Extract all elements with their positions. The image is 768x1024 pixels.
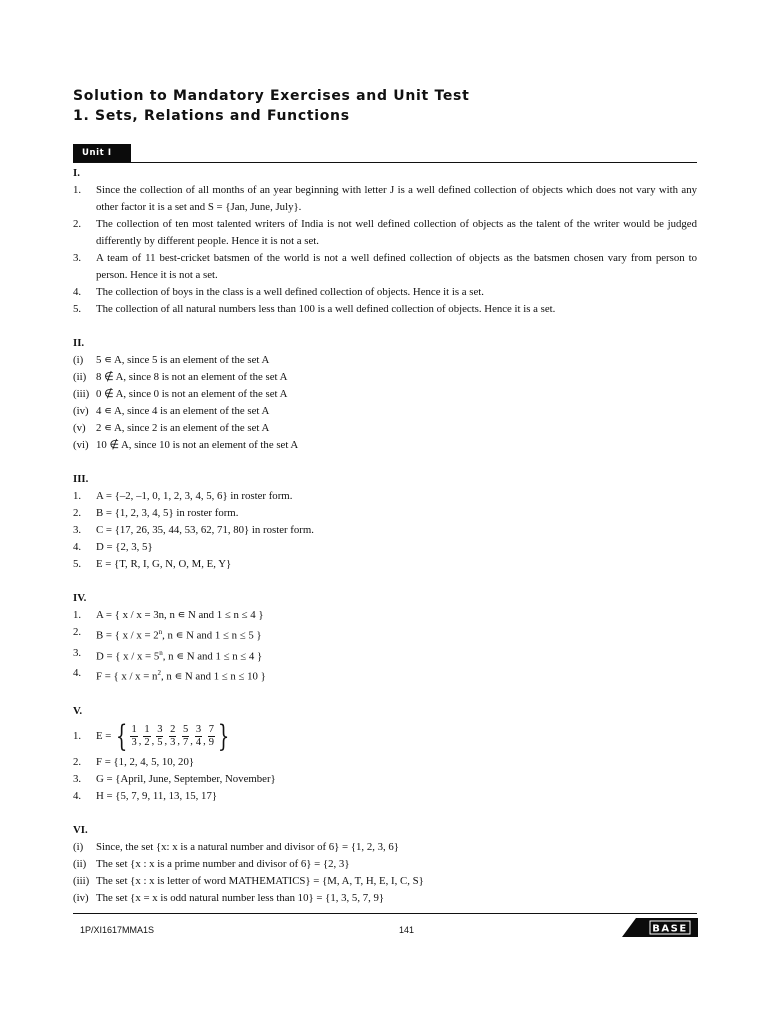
item-text: A team of 11 best-cricket batsmen of the world is not a well defined collection of objects as the batsmen chosen vary from person to person. Hence it is not a set. bbox=[96, 252, 697, 281]
item-text: The set {x = x is odd natural number less than 10} = {1, 3, 5, 7, 9} bbox=[96, 891, 385, 904]
item-number: 5. bbox=[73, 303, 82, 315]
item-number: 5. bbox=[73, 558, 82, 570]
list-item bbox=[73, 771, 697, 788]
list-item bbox=[73, 182, 697, 216]
open-brace: { bbox=[116, 718, 128, 754]
list-item bbox=[73, 488, 697, 505]
set-builder-end: , n ∊ N and 1 ≤ n ≤ 5 } bbox=[162, 629, 262, 642]
fraction bbox=[156, 724, 163, 749]
set-builder-end: , n ∊ N and 1 ≤ n ≤ 10 } bbox=[160, 670, 266, 683]
section-heading: IV. bbox=[73, 592, 87, 604]
item-text: The collection of all natural numbers less than 100 is a well defined collection of objects. Hence it is a set. bbox=[96, 303, 556, 315]
list-item bbox=[73, 856, 697, 873]
numerator: 3 bbox=[157, 724, 163, 736]
fraction bbox=[130, 724, 137, 749]
list-item bbox=[73, 216, 697, 250]
exponent: n bbox=[159, 648, 163, 657]
list-item bbox=[73, 403, 697, 420]
chapter-title: 1. Sets, Relations and Functions bbox=[73, 108, 350, 124]
item-number: 2. bbox=[73, 626, 82, 638]
item-text: 10 ∉ A, since 10 is not an element of the set A bbox=[96, 439, 299, 451]
item-text: E = {T, R, I, G, N, O, M, E, Y} bbox=[96, 558, 232, 570]
item-number: (i) bbox=[73, 354, 84, 366]
set-name: E = bbox=[96, 730, 112, 743]
section-heading: III. bbox=[73, 473, 89, 485]
unit-tab: Unit I bbox=[73, 144, 131, 162]
document-code: 1P/XI1617MMA1S bbox=[80, 925, 155, 935]
denominator: 9 bbox=[208, 737, 214, 749]
item-text: The set {x : x is letter of word MATHEMATICS} = {M, A, T, H, E, I, C, S} bbox=[96, 874, 424, 887]
list-item bbox=[73, 369, 697, 386]
section-heading: I. bbox=[73, 167, 80, 179]
set-builder-start: B = { x / x = 2 bbox=[96, 629, 159, 642]
item-text: C = {17, 26, 35, 44, 53, 62, 71, 80} in roster form. bbox=[96, 524, 314, 536]
list-item bbox=[73, 284, 697, 301]
list-item bbox=[73, 505, 697, 522]
document-body bbox=[73, 165, 697, 907]
item-number: 4. bbox=[73, 286, 82, 298]
item-text: G = {April, June, September, November} bbox=[96, 772, 276, 785]
denominator: 3 bbox=[170, 737, 176, 749]
item-text: 5 ∊ A, since 5 is an element of the set A bbox=[96, 354, 270, 366]
numerator: 5 bbox=[182, 724, 189, 736]
item-text bbox=[96, 645, 697, 666]
item-number: 4. bbox=[73, 667, 82, 680]
base-logo bbox=[622, 918, 698, 937]
item-text: 4 ∊ A, since 4 is an element of the set A bbox=[96, 405, 270, 417]
item-text bbox=[96, 665, 697, 686]
numerator: 1 bbox=[144, 724, 150, 736]
item-number: (ii) bbox=[73, 857, 87, 870]
item-text bbox=[96, 624, 697, 645]
item-number: 4. bbox=[73, 541, 82, 553]
section-heading: V. bbox=[73, 704, 83, 717]
list-item bbox=[73, 301, 697, 318]
item-number: 4. bbox=[73, 789, 82, 802]
document-title: Solution to Mandatory Exercises and Unit Test bbox=[73, 88, 470, 104]
list-item bbox=[73, 645, 697, 666]
fraction bbox=[143, 724, 150, 749]
page-number: 141 bbox=[399, 925, 415, 935]
item-number: 1. bbox=[73, 490, 82, 502]
item-number: (iv) bbox=[73, 891, 89, 904]
fraction bbox=[182, 724, 189, 749]
item-number: 1. bbox=[73, 609, 82, 621]
list-item bbox=[73, 556, 697, 573]
list-item bbox=[73, 539, 697, 556]
item-text: A = { x / x = 3n, n ∊ N and 1 ≤ n ≤ 4 } bbox=[96, 609, 264, 621]
set-builder-end: , n ∊ N and 1 ≤ n ≤ 4 } bbox=[162, 650, 263, 663]
item-number: (i) bbox=[73, 840, 84, 853]
list-item bbox=[73, 420, 697, 437]
section-heading: II. bbox=[73, 337, 85, 349]
item-text: 2 ∊ A, since 2 is an element of the set A bbox=[96, 422, 270, 434]
item-number: 1. bbox=[73, 184, 82, 196]
list-item bbox=[73, 386, 697, 403]
denominator: 3 bbox=[131, 737, 137, 749]
item-text: The collection of ten most talented writers of India is not well defined collection of objects as the talent of the writer would be judged differently by different people. Hence it is not a set. bbox=[96, 218, 697, 247]
item-text: F = {1, 2, 4, 5, 10, 20} bbox=[96, 755, 195, 768]
item-number: (v) bbox=[73, 422, 86, 434]
list-item bbox=[73, 890, 697, 907]
item-text: D = {2, 3, 5} bbox=[96, 541, 153, 553]
list-item bbox=[73, 873, 697, 890]
list-item bbox=[73, 437, 697, 454]
list-item bbox=[73, 352, 697, 369]
numerator: 2 bbox=[170, 724, 176, 736]
fraction-set-item: 1. E = { $\frac{1}{3}$ , $\frac{1}{2}$ , $\frac{3}{5}$ , $\frac{2}{3}$ , $\frac{5}{7}$ , $\frac{3}{4}$ , $\frac{7}{9}$ } bbox=[73, 718, 230, 754]
denominator: 4 bbox=[195, 737, 202, 749]
item-text: A = {–2, –1, 0, 1, 2, 3, 4, 5, 6} in roster form. bbox=[96, 490, 293, 502]
item-number: 3. bbox=[73, 646, 82, 659]
fraction bbox=[208, 724, 215, 749]
list-item bbox=[73, 522, 697, 539]
list-item bbox=[73, 624, 697, 645]
logo-text: BASE bbox=[652, 923, 688, 935]
denominator: 5 bbox=[157, 737, 163, 749]
numerator: 3 bbox=[195, 724, 202, 736]
fraction bbox=[195, 724, 202, 749]
item-number: 3. bbox=[73, 252, 82, 264]
item-number: (vi) bbox=[73, 439, 89, 451]
item-text: Since, the set {x: x is a natural number and divisor of 6} = {1, 2, 3, 6} bbox=[96, 840, 399, 853]
list-item bbox=[73, 665, 697, 686]
item-text: 0 ∉ A, since 0 is not an element of the set A bbox=[96, 388, 288, 400]
list-item bbox=[73, 788, 697, 805]
item-text: B = {1, 2, 3, 4, 5} in roster form. bbox=[96, 507, 239, 519]
item-number: 3. bbox=[73, 772, 82, 785]
item-number: 2. bbox=[73, 507, 82, 519]
exponent: n bbox=[158, 628, 163, 636]
item-text: Since the collection of all months of an year beginning with letter J is a well defined collection of objects which does not vary with any other factor it is a set and S = {Jan, June, July}. bbox=[96, 184, 697, 213]
section-heading: VI. bbox=[73, 823, 88, 836]
unit-divider bbox=[73, 162, 697, 163]
item-number: (ii) bbox=[73, 371, 87, 383]
list-item bbox=[73, 754, 697, 771]
list-item bbox=[73, 607, 697, 624]
exponent: 2 bbox=[157, 669, 161, 678]
list-item bbox=[73, 839, 697, 856]
numerator: 1 bbox=[131, 724, 137, 736]
item-text: The collection of boys in the class is a well defined collection of objects. Hence it is a set. bbox=[96, 286, 484, 298]
item-number: 1. bbox=[73, 730, 82, 743]
item-text: 8 ∉ A, since 8 is not an element of the set A bbox=[96, 371, 288, 383]
set-builder-start: F = { x / x = n bbox=[96, 670, 158, 683]
item-number: 3. bbox=[73, 524, 82, 536]
item-number: (iii) bbox=[73, 388, 90, 400]
item-number: 2. bbox=[73, 755, 82, 768]
item-number: 2. bbox=[73, 218, 82, 230]
numerator: 7 bbox=[208, 724, 214, 736]
close-brace: } bbox=[217, 718, 230, 754]
set-builder-start: D = { x / x = 5 bbox=[96, 650, 160, 663]
item-text: H = {5, 7, 9, 11, 13, 15, 17} bbox=[96, 789, 218, 802]
denominator: 7 bbox=[182, 737, 189, 749]
list-item bbox=[73, 250, 697, 284]
fraction bbox=[169, 724, 176, 749]
item-number: (iii) bbox=[73, 874, 90, 887]
footer-divider bbox=[73, 913, 697, 914]
item-number: (iv) bbox=[73, 405, 89, 417]
denominator: 2 bbox=[144, 737, 150, 749]
item-text: The set {x : x is a prime number and divisor of 6} = {2, 3} bbox=[96, 857, 350, 870]
